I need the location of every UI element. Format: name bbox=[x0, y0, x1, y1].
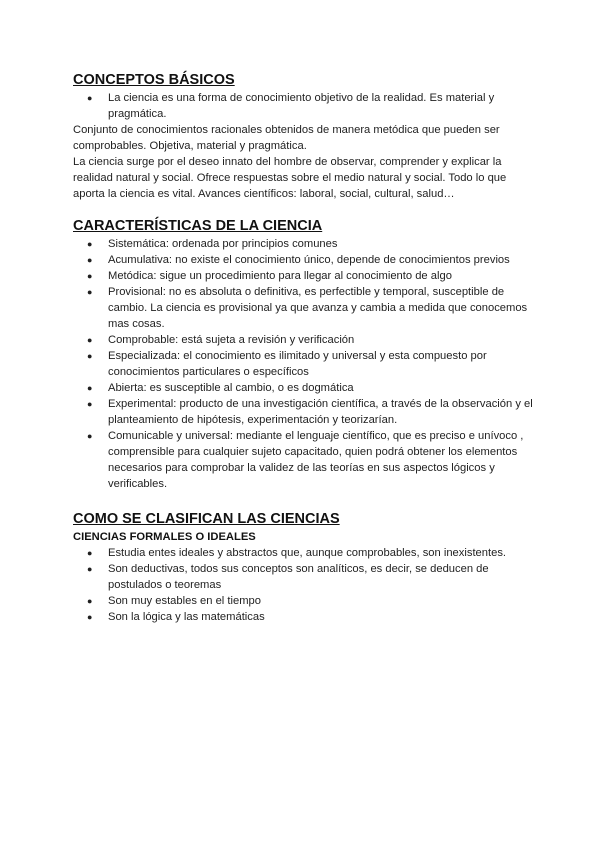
list-item: ● Sistemática: ordenada por principios comunes bbox=[87, 238, 338, 250]
list-item: ● Comunicable y universal: mediante el lenguaje científico, que es preciso e unívoco , comprensible para cualquier sujeto capacitado, quien podrá obtener los elementos necesarios para comprobar la validez de las teorías en sus aspectos lógicos y verificables. bbox=[87, 430, 524, 490]
bullet-list-formales bbox=[73, 545, 533, 625]
section-title-caracteristicas: CARACTERÍSTICAS DE LA CIENCIA bbox=[73, 218, 323, 234]
list-item: ● Son deductivas, todos sus conceptos son analíticos, es decir, se deducen de postulados o teoremas bbox=[87, 563, 489, 591]
bullet-icon: ● bbox=[87, 399, 93, 409]
bullet-icon: ● bbox=[87, 239, 93, 249]
bullet-icon: ● bbox=[87, 351, 93, 361]
bullet-icon: ● bbox=[87, 287, 93, 297]
section-title-conceptos-basicos: CONCEPTOS BÁSICOS bbox=[73, 72, 235, 88]
list-item: ● Estudia entes ideales y abstractos que, aunque comprobables, son inexistentes. bbox=[87, 547, 507, 559]
list-item: ● Abierta: es susceptible al cambio, o es dogmática bbox=[87, 382, 354, 394]
bullet-icon: ● bbox=[87, 383, 93, 393]
bullet-icon: ● bbox=[87, 431, 93, 441]
bullet-icon: ● bbox=[87, 612, 93, 622]
bullet-icon: ● bbox=[87, 255, 93, 265]
bullet-list-caracteristicas bbox=[73, 236, 533, 492]
list-item: ● La ciencia es una forma de conocimiento objetivo de la realidad. Es material y pragmática. bbox=[87, 92, 495, 120]
bullet-icon: ● bbox=[87, 548, 93, 558]
document-page bbox=[73, 70, 533, 625]
list-item: ● Son muy estables en el tiempo bbox=[87, 595, 261, 607]
bullet-icon: ● bbox=[87, 93, 93, 103]
paragraph: La ciencia surge por el deseo innato del hombre de observar, comprender y explicar la realidad natural y social. Ofrece respuestas sobre el medio natural y social. Todo lo que aporta la ciencia es vital. Avances científicos: laboral, social, cultural, salud… bbox=[73, 156, 507, 200]
section-title-clasificacion: COMO SE CLASIFICAN LAS CIENCIAS bbox=[73, 511, 340, 527]
bullet-icon: ● bbox=[87, 271, 93, 281]
bullet-icon: ● bbox=[87, 596, 93, 606]
list-item: ● Acumulativa: no existe el conocimiento único, depende de conocimientos previos bbox=[87, 254, 510, 266]
subsection-title-formales: CIENCIAS FORMALES O IDEALES bbox=[73, 531, 256, 543]
bullet-icon: ● bbox=[87, 564, 93, 574]
list-item: ● Experimental: producto de una investigación científica, a través de la observación y el planteamiento de hipótesis, experimentación y teorizarían. bbox=[87, 398, 533, 426]
bullet-list-conceptos bbox=[73, 90, 533, 122]
list-item: ● Comprobable: está sujeta a revisión y verificación bbox=[87, 334, 355, 346]
paragraph: Conjunto de conocimientos racionales obtenidos de manera metódica que pueden ser comprobables. Objetiva, material y pragmática. bbox=[73, 124, 500, 152]
list-item: ● Especializada: el conocimiento es ilimitado y universal y esta compuesto por conocimientos particulares o específicos bbox=[87, 350, 487, 378]
list-item: ● Provisional: no es absoluta o definitiva, es perfectible y temporal, susceptible de cambio. La ciencia es provisional ya que avanza y cambia a medida que conocemos mas cosas. bbox=[87, 286, 528, 330]
list-item: ● Metódica: sigue un procedimiento para llegar al conocimiento de algo bbox=[87, 270, 452, 282]
bullet-icon: ● bbox=[87, 335, 93, 345]
list-item: ● Son la lógica y las matemáticas bbox=[87, 611, 265, 623]
